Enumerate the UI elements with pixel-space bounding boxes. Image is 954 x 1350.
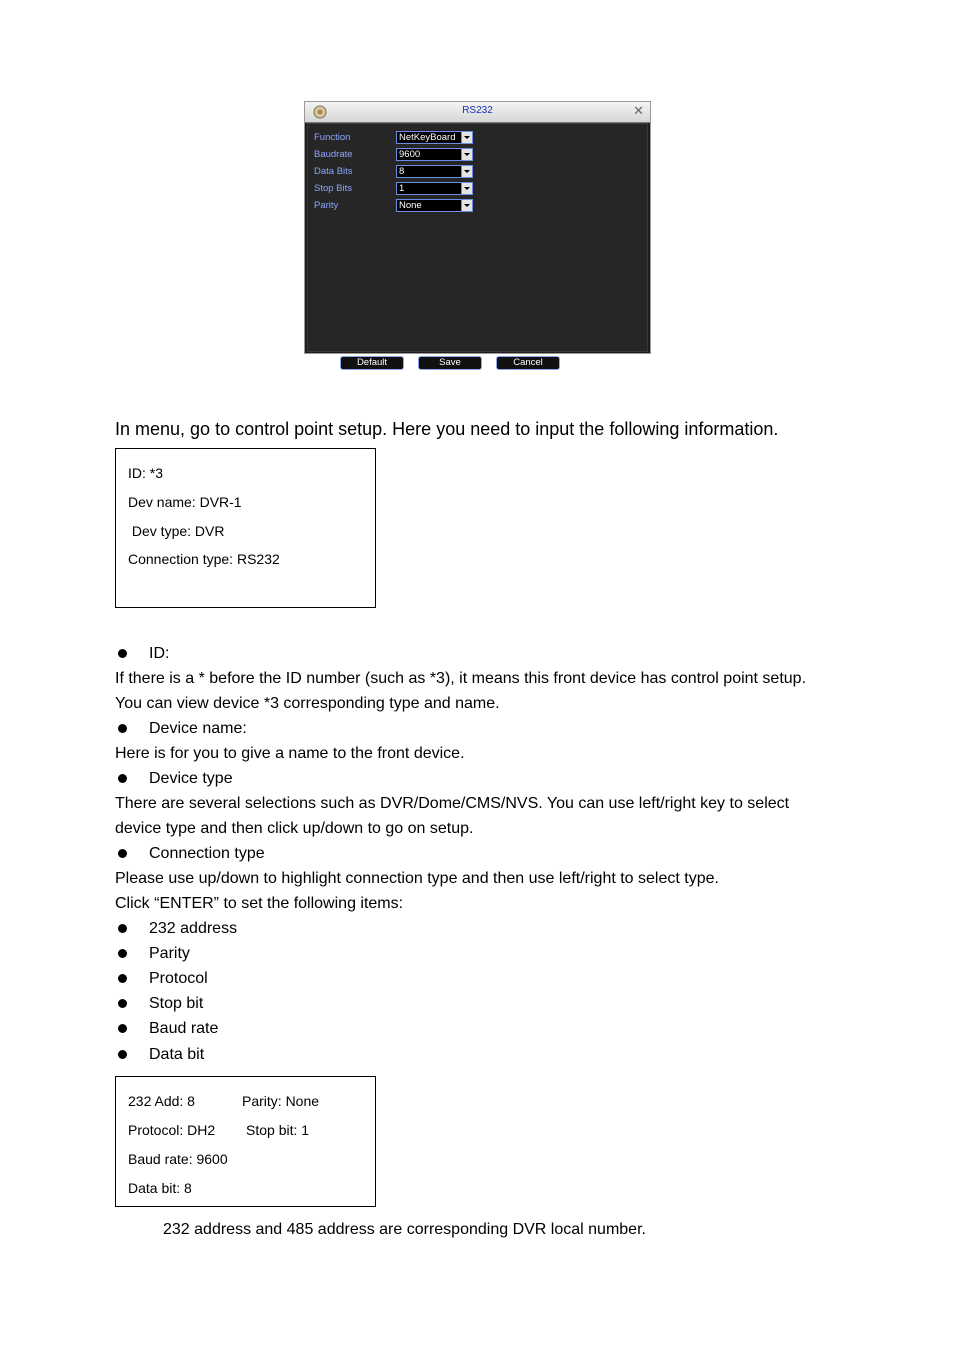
type-text-1: There are several selections such as DVR/Dome/CMS/NVS. You can use left/right key to select [115, 795, 790, 812]
box-baud-line: Baud rate: 9600 [128, 1151, 228, 1167]
function-value: NetKeyBoard [399, 132, 456, 143]
rs232-dialog [304, 101, 651, 368]
box-addr-line: 232 Add: 8 [128, 1093, 195, 1109]
list-item: 232 address [149, 920, 238, 937]
list-item: Protocol [149, 970, 208, 987]
default-button[interactable]: Default [340, 356, 404, 370]
id-text-2: You can view device *3 corresponding type and name. [115, 695, 500, 712]
bullet-icon [118, 999, 127, 1008]
box-connection-line: Connection type: RS232 [128, 551, 280, 567]
parity-value: None [399, 200, 422, 211]
chevron-down-icon[interactable] [461, 149, 472, 160]
bullet-icon [118, 1050, 127, 1059]
baudrate-value: 9600 [399, 149, 421, 160]
type-heading: Device type [149, 770, 233, 787]
function-select[interactable] [396, 131, 473, 144]
close-icon[interactable]: ✕ [633, 103, 644, 118]
settings-box [115, 1076, 376, 1207]
baudrate-select[interactable] [396, 148, 473, 161]
stopbits-select[interactable] [396, 182, 473, 195]
box-devname-line: Dev name: DVR-1 [128, 494, 242, 510]
id-heading: ID: [149, 645, 170, 662]
box-databit-line: Data bit: 8 [128, 1180, 192, 1196]
box-parity-line: Parity: None [242, 1093, 320, 1109]
chevron-down-icon[interactable] [461, 166, 472, 177]
stopbits-value: 1 [399, 183, 405, 194]
chevron-down-icon[interactable] [461, 200, 472, 211]
chevron-down-icon[interactable] [461, 132, 472, 143]
box-stopbit-line: Stop bit: 1 [246, 1122, 310, 1138]
list-item: Data bit [149, 1046, 205, 1063]
parity-label: Parity [314, 200, 339, 211]
intro-text: In menu, go to control point setup. Here you need to input the following information. [115, 419, 779, 439]
list-item: Stop bit [149, 995, 204, 1012]
databits-label: Data Bits [314, 166, 353, 177]
type-text-2: device type and then click up/down to go on setup. [115, 820, 474, 837]
function-label: Function [314, 132, 351, 143]
bullet-icon [118, 724, 127, 733]
cancel-button[interactable]: Cancel [496, 356, 560, 370]
name-heading: Device name: [149, 720, 247, 737]
bullet-icon [118, 924, 127, 933]
baudrate-label: Baudrate [314, 149, 353, 160]
bullet-icon [118, 649, 127, 658]
conn-text-1: Please use up/down to highlight connection type and then use left/right to select type. [115, 870, 719, 887]
dialog-titlebar [305, 102, 650, 123]
box-id-line: ID: *3 [128, 465, 164, 481]
dialog-title: RS232 [462, 105, 493, 116]
list-item: Baud rate [149, 1020, 219, 1037]
control-point-box [115, 448, 376, 608]
chevron-down-icon[interactable] [461, 183, 472, 194]
bullet-icon [118, 1024, 127, 1033]
conn-heading: Connection type [149, 845, 265, 862]
name-text: Here is for you to give a name to the front device. [115, 745, 465, 762]
bullet-icon [118, 774, 127, 783]
box-devtype-line: Dev type: DVR [128, 523, 225, 539]
list-item: Parity [149, 945, 190, 962]
bullet-icon [118, 974, 127, 983]
conn-text-2: Click “ENTER” to set the following items: [115, 895, 404, 912]
bullet-icon [118, 849, 127, 858]
dialog-body [307, 123, 648, 368]
save-button[interactable]: Save [418, 356, 482, 370]
parity-select[interactable] [396, 199, 473, 212]
id-text-1: If there is a * before the ID number (such as *3), it means this front device has control point setup. [115, 670, 807, 687]
bullet-icon [118, 949, 127, 958]
databits-select[interactable] [396, 165, 473, 178]
footer-note: 232 address and 485 address are corresponding DVR local number. [163, 1221, 646, 1238]
box-protocol-line: Protocol: DH2 [128, 1122, 216, 1138]
stopbits-label: Stop Bits [314, 183, 353, 194]
databits-value: 8 [399, 166, 405, 177]
